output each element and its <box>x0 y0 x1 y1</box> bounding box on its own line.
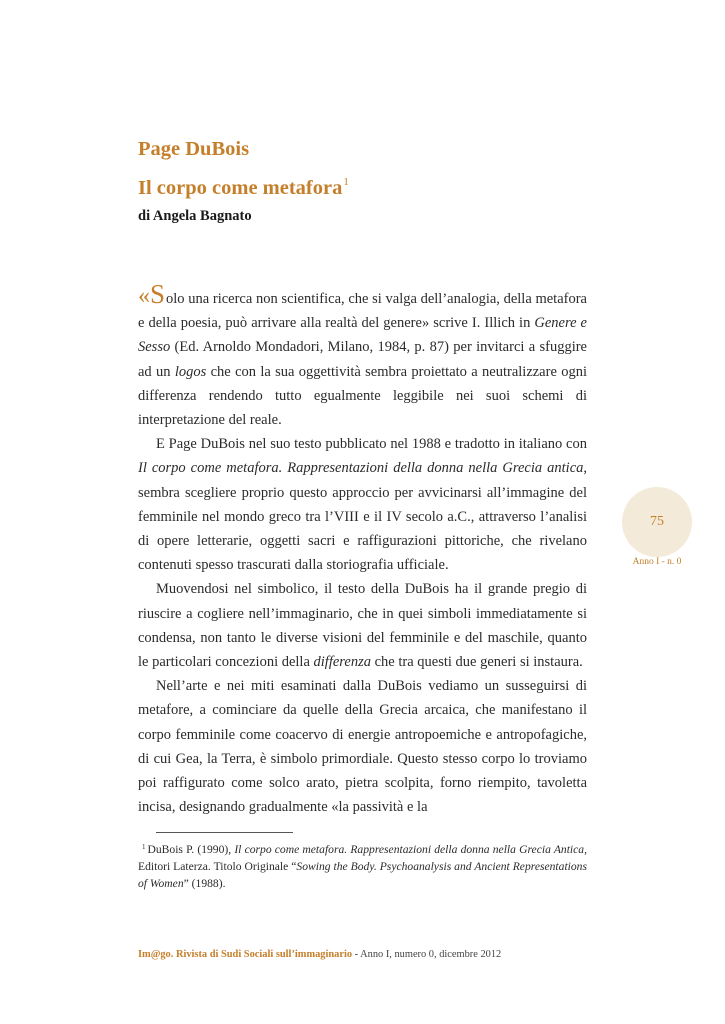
footnote-text-3: ” (1988). <box>183 876 226 890</box>
footnote <box>138 839 587 892</box>
article-header <box>138 133 588 227</box>
footnote-italic-1: Il corpo come metafora. Rappresentazioni della donna nella Grecia Antica <box>234 843 585 856</box>
p1-italic-1: Genere e Sesso <box>138 315 587 356</box>
page-number: 75 <box>650 514 664 529</box>
title-footnote-ref[interactable]: 1 <box>343 176 349 188</box>
footer-journal: Im@go. Rivista di Sudi Sociali sull’immaginario <box>138 949 353 960</box>
dropcap-letter: S <box>150 279 166 309</box>
page-number-badge <box>622 487 692 557</box>
footnote-text-2: , Editori Laterza. Titolo Originale “ <box>138 843 587 873</box>
footer-details: - Anno I, numero 0, dicembre 2012 <box>352 949 502 960</box>
paragraph-4 <box>138 674 587 819</box>
p1-italic-2: logos <box>174 363 207 380</box>
article-author: Page DuBois <box>138 138 250 160</box>
p2-text-2: , sembra scegliere proprio questo approccio per avvicinarsi all’immagine del femminile nel mondo greco tra l’VIII e il IV secolo a.C., attraverso l’analisi di opere letterarie, oggetti sacri e raffigurazioni pittoriche, che rivelano contenuti spesso trascurati dalla storiografia ufficiale. <box>138 460 587 574</box>
p4-text-1: Nell’arte e nei miti esaminati dalla DuBois vediamo un susseguirsi di metafore, a cominciare da quelle della Grecia arcaica, che manifestano il corpo femminile come coacervo di energie antropoemiche e antropofagiche, di cui Gea, la Terra, è simbolo primordiale. Questo stesso corpo lo troviamo poi raffigurato come solco arato, pietra scolpita, forno riempito, tavoletta incisa, designando gradualmente «la passività e la <box>138 678 587 816</box>
article-title <box>138 166 588 205</box>
paragraph-2 <box>138 432 587 577</box>
p2-italic-1: Il corpo come metafora. Rappresentazioni della donna nella Grecia antica <box>138 460 584 477</box>
article-title-text: Il corpo come metafora <box>138 177 343 199</box>
issue-label: Anno I - n. 0 <box>632 557 682 567</box>
page-footer <box>138 948 587 962</box>
p1-text-3: che con la sua oggettività sembra proiettato a neutralizzare ogni differenza rendendo tutto egualmente leggibile nei suoi schemi di interpretazione del reale. <box>138 363 588 429</box>
footnote-italic-2: Sowing the Body. Psychoanalysis and Ancient Representations of Women <box>138 859 587 890</box>
p2-text-1: E Page DuBois nel suo testo pubblicato nel 1988 e tradotto in italiano con <box>156 436 587 453</box>
p1-text-2: (Ed. Arnoldo Mondadori, Milano, 1984, p. 87) per invitarci a sfuggire ad un <box>138 339 587 380</box>
footnote-number: 1 <box>142 843 146 851</box>
article-byline: di Angela Bagnato <box>138 208 252 224</box>
footnote-divider <box>156 832 293 833</box>
p3-text-1: Muovendosi nel simbolico, il testo della DuBois ha il grande pregio di riuscire a cogliere nell’immaginario, che in quei simboli immediatamente si condensa, non tanto le diverse visioni del femminile e del maschile, quanto le particolari concezioni della <box>138 581 587 671</box>
dropcap-quote: « <box>138 283 150 309</box>
p1-text-1: olo una ricerca non scientifica, che si valga dell’analogia, della metafora e della poesia, può arrivare alla realtà del genere» scrive I. Illich in <box>138 291 587 332</box>
p3-italic-1: differenza <box>313 654 371 671</box>
p3-text-2: che tra questi due generi si instaura. <box>371 654 583 671</box>
article-body <box>138 279 588 819</box>
paragraph-3 <box>138 577 587 674</box>
footnote-text-1: DuBois P. (1990), <box>147 843 235 856</box>
paragraph-1 <box>138 279 588 432</box>
